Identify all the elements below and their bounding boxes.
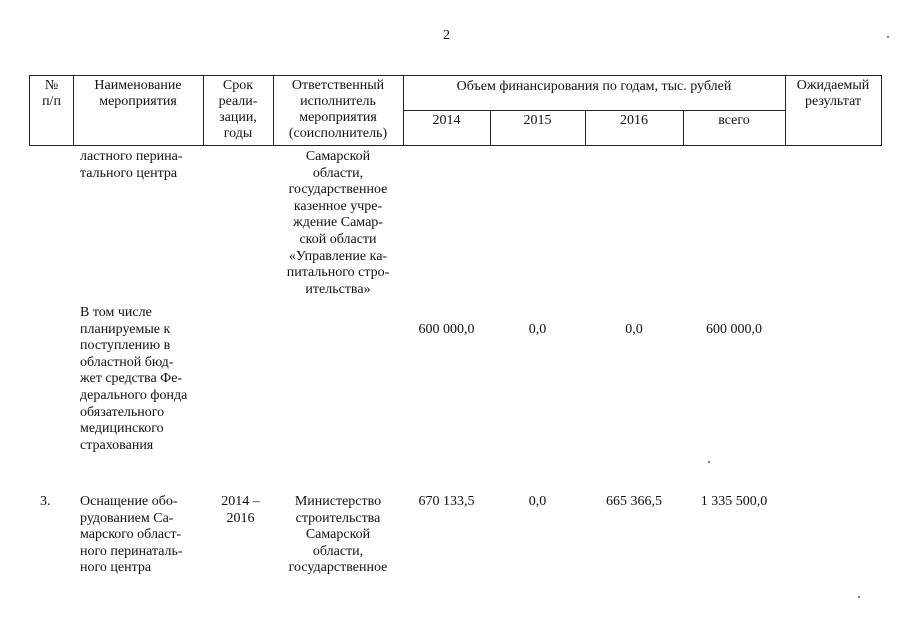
header-name-line: Наименование bbox=[94, 78, 182, 93]
row3-executor-line: Самарской bbox=[305, 527, 371, 543]
header-num bbox=[29, 78, 74, 110]
row1-executor-line: ительства» bbox=[305, 281, 371, 297]
header-num-line: № bbox=[44, 78, 59, 93]
row1-executor-line: государственное bbox=[288, 182, 388, 198]
row3-name-line: рудованием Са- bbox=[80, 510, 174, 526]
header-funding-title: Объем финансирования по годам, тыс. рублей bbox=[456, 79, 732, 94]
row3-value-2016: 665 366,5 bbox=[606, 494, 662, 509]
row1-executor-line: Самарской bbox=[305, 149, 371, 164]
row1-executor bbox=[273, 149, 403, 298]
scan-speck bbox=[858, 596, 860, 598]
row2-value-total: 600 000,0 bbox=[706, 322, 762, 337]
row1-executor-line: казенное учре- bbox=[293, 198, 383, 214]
row3-value-2015: 0,0 bbox=[528, 494, 547, 509]
header-result-line: результат bbox=[804, 94, 862, 109]
header-term-line: Срок bbox=[222, 78, 254, 93]
row3-term bbox=[203, 494, 278, 527]
row2-value-2016: 0,0 bbox=[625, 322, 643, 337]
row1-executor-line: питального стро- bbox=[286, 265, 390, 281]
row3-name-line: Оснащение обо- bbox=[80, 494, 178, 509]
header-term-line: годы bbox=[223, 126, 253, 141]
row3-name bbox=[80, 494, 205, 577]
row3-name-line: ного центра bbox=[80, 560, 152, 576]
row2-name-line: планируемые к bbox=[80, 321, 171, 337]
row1-executor-line: «Управление ка- bbox=[288, 248, 388, 264]
header-executor bbox=[273, 78, 403, 142]
row2-value-2015: 0,0 bbox=[528, 322, 547, 337]
header-executor-line: мероприятия bbox=[299, 110, 377, 125]
row3-value-total: 1 335 500,0 bbox=[700, 494, 768, 509]
row2-name-line: страхования bbox=[80, 437, 154, 453]
row3-name-line: марского област- bbox=[80, 527, 182, 543]
row2-name-line: В том числе bbox=[80, 305, 152, 320]
header-total: всего bbox=[718, 113, 750, 128]
header-name bbox=[73, 78, 203, 110]
row3-executor-line: государственное bbox=[288, 560, 388, 576]
row3-executor-line: строительства bbox=[295, 510, 381, 526]
page-number: 2 bbox=[443, 28, 450, 43]
funding-subheader-border bbox=[403, 110, 785, 111]
row3-value-2014: 670 133,5 bbox=[418, 494, 475, 509]
header-term-line: зации, bbox=[219, 110, 257, 125]
row2-name-line: медицинского bbox=[80, 421, 164, 437]
header-term bbox=[203, 78, 273, 142]
scan-speck bbox=[887, 36, 889, 38]
table-top-border bbox=[29, 75, 882, 76]
row3-executor bbox=[273, 494, 403, 577]
header-executor-line: Ответственный bbox=[291, 78, 385, 93]
row2-name-line: дерального фонда bbox=[80, 387, 188, 403]
row1-executor-line: ской области bbox=[299, 231, 377, 247]
row2-name-line: областной бюд- bbox=[80, 354, 174, 370]
row3-executor-line: области, bbox=[312, 543, 364, 559]
header-result-line: Ожидаемый bbox=[796, 78, 870, 93]
header-executor-line: (соисполнитель) bbox=[288, 126, 388, 141]
row1-name-line: ластного перина- bbox=[80, 149, 183, 164]
table-header-bottom-border bbox=[29, 145, 882, 146]
row1-name bbox=[80, 149, 205, 182]
row1-executor-line: области, bbox=[312, 165, 364, 181]
row3-term-line: 2014 – bbox=[221, 494, 260, 509]
row3-term-line: 2016 bbox=[226, 510, 255, 526]
header-year-2015: 2015 bbox=[523, 113, 552, 128]
header-executor-line: исполнитель bbox=[300, 94, 376, 109]
col-border-right bbox=[881, 75, 882, 146]
header-num-line: п/п bbox=[42, 94, 61, 109]
row1-name-line: тального центра bbox=[80, 165, 178, 181]
row2-name bbox=[80, 305, 205, 454]
header-year-2014: 2014 bbox=[432, 113, 461, 128]
header-result bbox=[785, 78, 881, 110]
row2-value-2014: 600 000,0 bbox=[418, 322, 475, 337]
row2-name-line: поступлению в bbox=[80, 338, 171, 354]
row3-name-line: ного перинаталь- bbox=[80, 543, 183, 559]
row2-name-line: обязательного bbox=[80, 404, 165, 420]
header-name-line: мероприятия bbox=[99, 94, 177, 109]
header-year-2016: 2016 bbox=[620, 113, 648, 128]
scan-speck bbox=[708, 461, 710, 463]
row3-num: 3. bbox=[40, 494, 51, 509]
row1-executor-line: ждение Самар- bbox=[293, 215, 383, 231]
row3-executor-line: Министерство bbox=[294, 494, 382, 509]
row2-name-line: жет средства Фе- bbox=[80, 371, 183, 387]
header-term-line: реали- bbox=[218, 94, 258, 109]
